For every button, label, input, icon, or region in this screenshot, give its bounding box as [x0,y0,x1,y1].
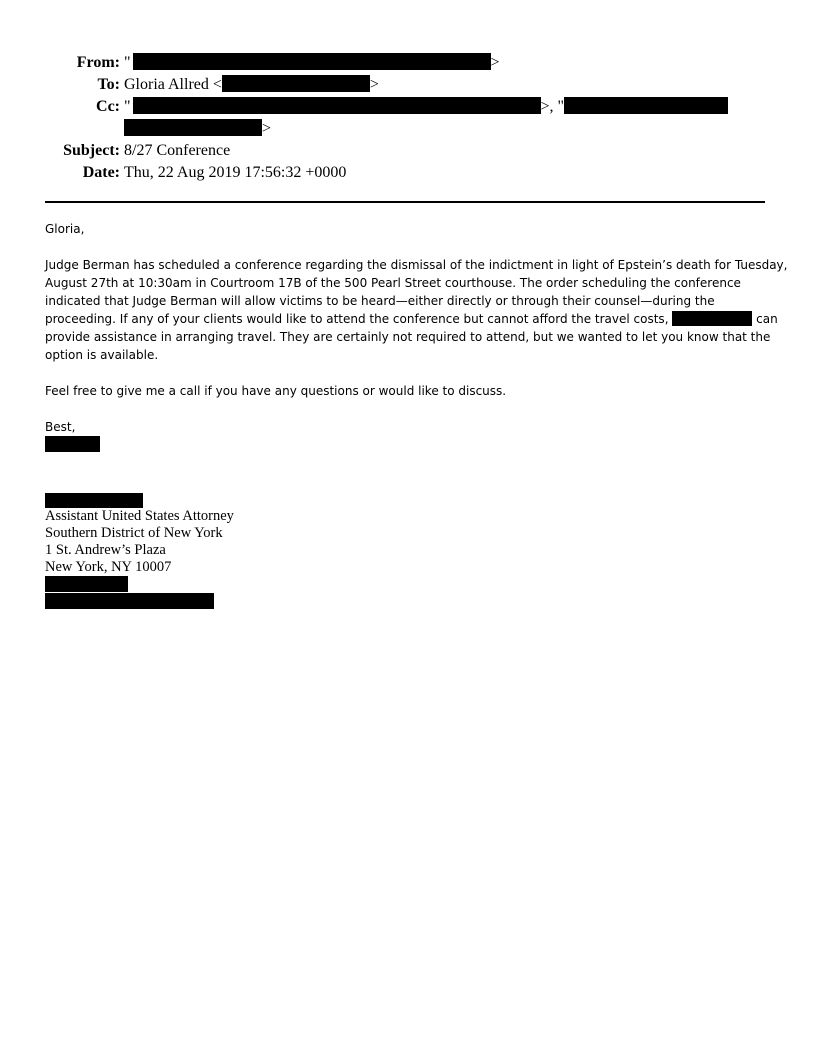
to-row [0,74,816,96]
greeting: Gloria, [45,222,85,236]
from-quote: " [124,54,131,71]
signature-address-1: 1 St. Andrew’s Plaza [45,542,166,558]
signature-block [45,508,234,610]
redaction-block [45,436,100,452]
paragraph-1 [45,256,788,364]
date-value: Thu, 22 Aug 2019 17:56:32 +0000 [124,164,347,181]
to-name: Gloria Allred < [124,76,222,93]
date-label: Date: [82,164,120,181]
cc-value-continued [124,118,271,140]
redaction-block [672,311,752,326]
email-header [0,52,816,184]
cc-mid: >, " [540,98,565,115]
cc-row [0,96,816,118]
sender-name-redacted [45,436,775,454]
closing-text: Best, [45,420,76,434]
cc-row-continued [0,118,816,140]
closing [45,418,775,436]
redaction-block [45,576,128,592]
subject-label: Subject: [63,142,120,159]
to-value [124,74,379,96]
subject-row [0,140,816,162]
redaction-block [133,97,541,114]
paragraph-line-tail: can [756,312,778,326]
signature-address-2: New York, NY 10007 [45,559,172,575]
from-value [124,52,500,74]
paragraph-line: Judge Berman has scheduled a conference regarding the dismissal of the indictment in light of Epstein’s death for Tuesday, [45,258,788,272]
redaction-block [124,119,262,136]
date-row [0,162,816,184]
paragraph-line: option is available. [45,348,159,362]
cc-quote: " [124,98,131,115]
signature-email-redacted [45,593,234,610]
email-body [45,220,788,454]
paragraph-line: August 27th at 10:30am in Courtroom 17B of the 500 Pearl Street courthouse. The order scheduling the conference [45,276,741,290]
to-suffix: > [369,76,379,93]
from-label: From: [76,54,120,71]
cc-suffix: > [262,120,272,137]
signature-office: Southern District of New York [45,525,223,541]
header-divider [45,201,765,203]
to-label: To: [97,76,120,93]
redaction-block [45,493,143,508]
from-row [0,52,816,74]
paragraph-line: indicated that Judge Berman will allow victims to be heard—either directly or through their counsel—during the [45,294,715,308]
redaction-block [45,593,214,609]
redaction-block [133,53,491,70]
signature-title: Assistant United States Attorney [45,508,234,524]
paragraph-line-4 [45,310,778,328]
subject-value: 8/27 Conference [124,142,231,159]
redaction-block [222,75,370,92]
cc-value [124,96,728,118]
cc-label: Cc: [96,98,120,115]
redaction-block [564,97,728,114]
paragraph-line: provide assistance in arranging travel. They are certainly not required to attend, but we wanted to let you know that the [45,330,771,344]
paragraph-line-text: proceeding. If any of your clients would like to attend the conference but cannot afford the travel costs, [45,312,669,326]
signature-phone-redacted [45,576,234,593]
paragraph-2: Feel free to give me a call if you have any questions or would like to discuss. [45,384,507,398]
from-suffix: > [490,54,500,71]
signature-name-redacted [45,493,143,510]
